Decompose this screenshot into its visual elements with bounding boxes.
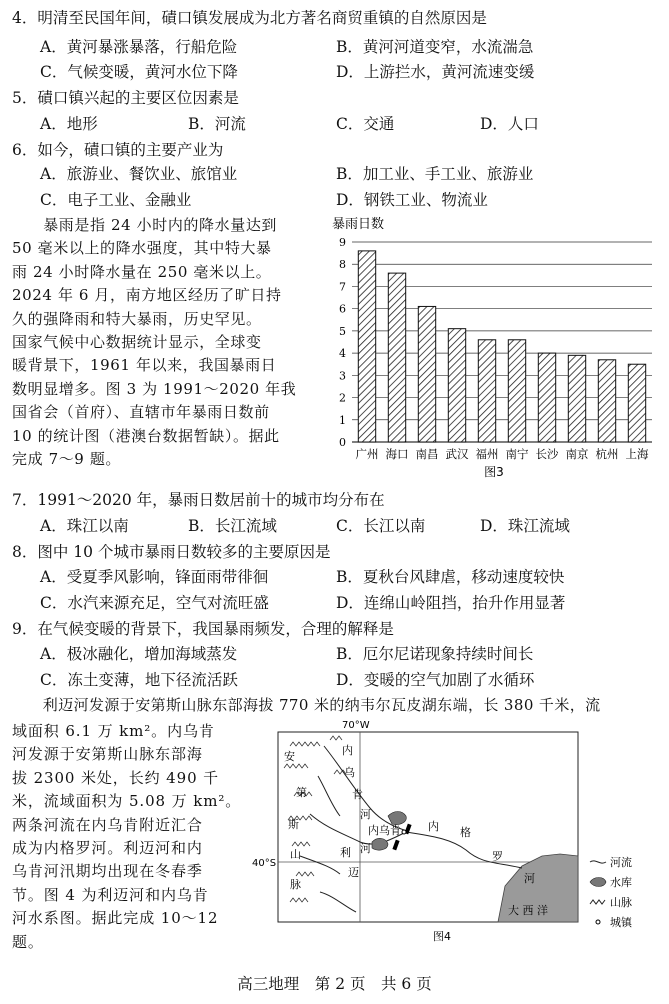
legend-city-icon [596,920,600,924]
rain-passage-line: 数明显增多。图 3 为 1991～2020 年我 [12,379,297,398]
map-reservoir [372,838,388,850]
q5-option-c: C．交通 [336,115,395,133]
q4-option-d: D．上游拦水，黄河流速变缓 [336,63,535,81]
chart-caption: 图3 [484,465,504,479]
rain-passage-line: 暖背景下，1961 年以来，我国暴雨日 [12,356,277,375]
page-footer: 高三地理 第 2 页 共 6 页 [237,975,432,993]
q5-stem: 5．磧口镇兴起的主要区位因素是 [12,89,239,107]
map-label-limai: 河 [360,842,371,855]
river-passage-line: 节。图 4 为利迈河和内乌肯 [12,885,209,904]
chart-y-tick-label: 1 [339,413,346,427]
chart-y-tick-label: 6 [339,302,346,316]
map-label-andes: 斯 [288,818,299,831]
river-passage-line: 域面积 6.1 万 km²。内乌肯 [12,722,215,740]
q4-stem: 4．明清至民国年间，磧口镇发展成为北方著名商贸重镇的自然原因是 [12,9,487,27]
map-ocean-label: 大 西 洋 [508,904,548,917]
rain-passage-line: 国家气候中心数据统计显示，全球变 [12,333,262,352]
chart-x-tick-label: 上海 [625,447,649,461]
map-rivers [300,746,522,912]
map-label-neiwuken: 肯 [352,788,363,801]
map-label-negro: 河 [524,872,535,885]
river-passage-line: 米，流域面积为 5.08 万 km²。 [12,792,242,811]
chart-x-tick-label: 长沙 [535,447,559,461]
chart-bar-杭州 [598,360,615,442]
chart-bar-武汉 [448,329,465,442]
chart-x-tick-label: 南京 [565,447,589,461]
q9-option-d: D．变暖的空气加剧了水循环 [336,671,535,689]
chart-x-tick-label: 南宁 [505,447,529,461]
q9-option-a: A．极冰融化，增加海域蒸发 [40,645,238,663]
q7-option-a: A．珠江以南 [40,517,129,535]
river-passage-line: 乌肯河汛期均出现在冬春季 [12,862,203,881]
map-label-andes: 第 [296,786,307,799]
chart-x-tick-label: 武汉 [445,447,469,461]
river-passage-first-line: 利迈河发源于安第斯山脉东部海拔 770 米的纳韦尔瓦皮湖东端，长 380 千米，流 [12,696,601,714]
chart-x-tick-label: 南昌 [415,447,439,461]
legend-reservoir-label: 水库 [610,876,632,889]
legend-mountain-icon [590,900,605,904]
q4-option-c: C．气候变暖，黄河水位下降 [40,63,238,81]
map-city-label: 内乌肯 [368,824,401,837]
legend-reservoir-icon [590,878,606,887]
rain-passage-line: 完成 7～9 题。 [12,450,122,469]
river-passage-line: 拔 2300 米处，长约 490 千 [12,768,220,787]
q9-option-c: C．冻土变薄，地下径流活跃 [40,671,238,689]
rain-passage-line: 50 毫米以上的降水强度，其中特大暴 [12,239,272,258]
chart-x-tick-label: 海口 [385,447,409,461]
chart-bar-上海 [628,364,645,442]
map-label-andes: 山 [290,848,301,861]
q7-option-b: B．长江流域 [188,517,277,535]
legend-city-label: 城镇 [610,916,632,929]
river-passage-line: 成为内格罗河。利迈河和内 [12,839,203,858]
q8-stem: 8．图中 10 个城市暴雨日数较多的主要原因是 [12,543,331,561]
q6-option-c: C．电子工业、金融业 [40,191,192,209]
q6-stem: 6．如今，磧口镇的主要产业为 [12,141,224,159]
river-passage-line: 河水系图。据此完成 10～12 [12,909,219,928]
q6-option-a: A．旅游业、餐饮业、旅馆业 [40,165,238,183]
q7-option-d: D．珠江流域 [480,517,570,535]
chart-x-tick-label: 杭州 [595,447,619,461]
chart-y-tick-label: 0 [339,436,346,449]
river-passage [12,720,241,954]
map-label-neiwuken: 内 [342,744,353,757]
chart-y-tick-label: 3 [339,369,346,383]
chart-bar-南昌 [418,306,435,442]
river-passage-line: 河发源于安第斯山脉东部海 [12,745,203,764]
q8-option-d: D．连绵山岭阻挡，抬升作用显著 [336,594,566,612]
rain-passage-line: 暴雨是指 24 小时内的降水量达到 [12,216,278,234]
map-label-neiwuken: 乌 [344,766,355,779]
chart-x-tick-label: 广州 [355,447,379,461]
q6-option-d: D．钢铁工业、物流业 [336,191,488,209]
q9-stem: 9．在气候变暖的背景下，我国暴雨频发，合理的解释是 [12,620,394,638]
legend-river-icon [590,861,606,863]
chart-bar-南京 [568,355,585,442]
rain-passage-line: 久的强降雨和特大暴雨，历史罕见。 [12,309,262,328]
rain-passage-line: 2024 年 6 月，南方地区经历了旷日持 [12,286,282,305]
q6-option-b: B．加工业、手工业、旅游业 [336,165,534,183]
river-map [252,716,664,952]
rain-days-chart-svg [330,212,658,484]
river-passage-line: 两条河流在内乌肯附近汇合 [12,815,203,834]
q8-option-a: A．受夏季风影响，锋面雨带徘徊 [40,568,269,586]
chart-y-tick-label: 9 [339,236,346,249]
rain-days-chart [330,212,658,484]
rain-passage-line: 10 的统计图（港澳台数据暂缺）。据此 [12,426,280,445]
q9-option-b: B．厄尔尼诺现象持续时间长 [336,645,534,663]
map-label-andes: 安 [284,750,295,763]
chart-y-tick-label: 8 [339,258,346,272]
q4-option-b: B．黄河河道变窄，水流湍急 [336,38,534,56]
rain-passage-line: 雨 24 小时降水量在 250 毫米以上。 [12,262,272,281]
legend-mountain-label: 山脉 [610,896,632,909]
q4-option-a: A．黄河暴涨暴落，行船危险 [40,38,238,56]
map-caption: 图4 [433,930,451,943]
legend-river-label: 河流 [610,856,632,869]
chart-y-tick-label: 7 [339,280,346,294]
map-legend [590,855,633,929]
map-label-limai: 迈 [348,866,359,879]
map-label-negro: 内 [428,820,439,833]
map-label-limai: 利 [340,846,351,859]
chart-y-ticks [339,236,346,449]
map-city-marker [402,830,406,834]
rain-passage-line: 国省会（首府）、直辖市年暴雨日数前 [12,403,270,422]
chart-y-tick-label: 2 [339,391,346,405]
map-dam-icon [392,840,399,851]
q5-option-b: B．河流 [188,115,246,133]
rain-passage [12,214,296,471]
chart-y-tick-label: 4 [339,347,346,361]
map-label-negro: 格 [460,826,471,839]
map-reservoir [388,812,406,825]
chart-x-tick-label: 福州 [475,447,499,461]
map-label-neiwuken: 河 [360,808,371,821]
map-label-andes: 脉 [290,878,301,891]
river-map-svg [252,716,664,952]
map-longitude-label: 70°W [342,720,370,731]
map-latitude-label: 40°S [252,858,277,869]
q5-option-d: D．人口 [480,115,539,133]
q8-option-c: C．水汽来源充足，空气对流旺盛 [40,594,269,612]
chart-ylabel: 暴雨日数 [332,217,385,232]
map-label-negro: 罗 [492,850,503,863]
q8-option-b: B．夏秋台风肆虐，移动速度较快 [336,568,565,586]
chart-bar-广州 [358,251,375,442]
chart-bar-长沙 [538,353,555,442]
chart-bar-福州 [478,340,495,442]
q7-option-c: C．长江以南 [336,517,426,535]
river-passage-line: 题。 [12,932,44,951]
chart-bar-海口 [388,273,405,442]
chart-bar-南宁 [508,340,525,442]
chart-bars [358,251,645,442]
q7-stem: 7．1991～2020 年，暴雨日数居前十的城市均分布在 [12,491,385,509]
chart-y-tick-label: 5 [339,324,346,338]
chart-x-ticks [356,447,649,461]
q5-option-a: A．地形 [40,115,98,133]
